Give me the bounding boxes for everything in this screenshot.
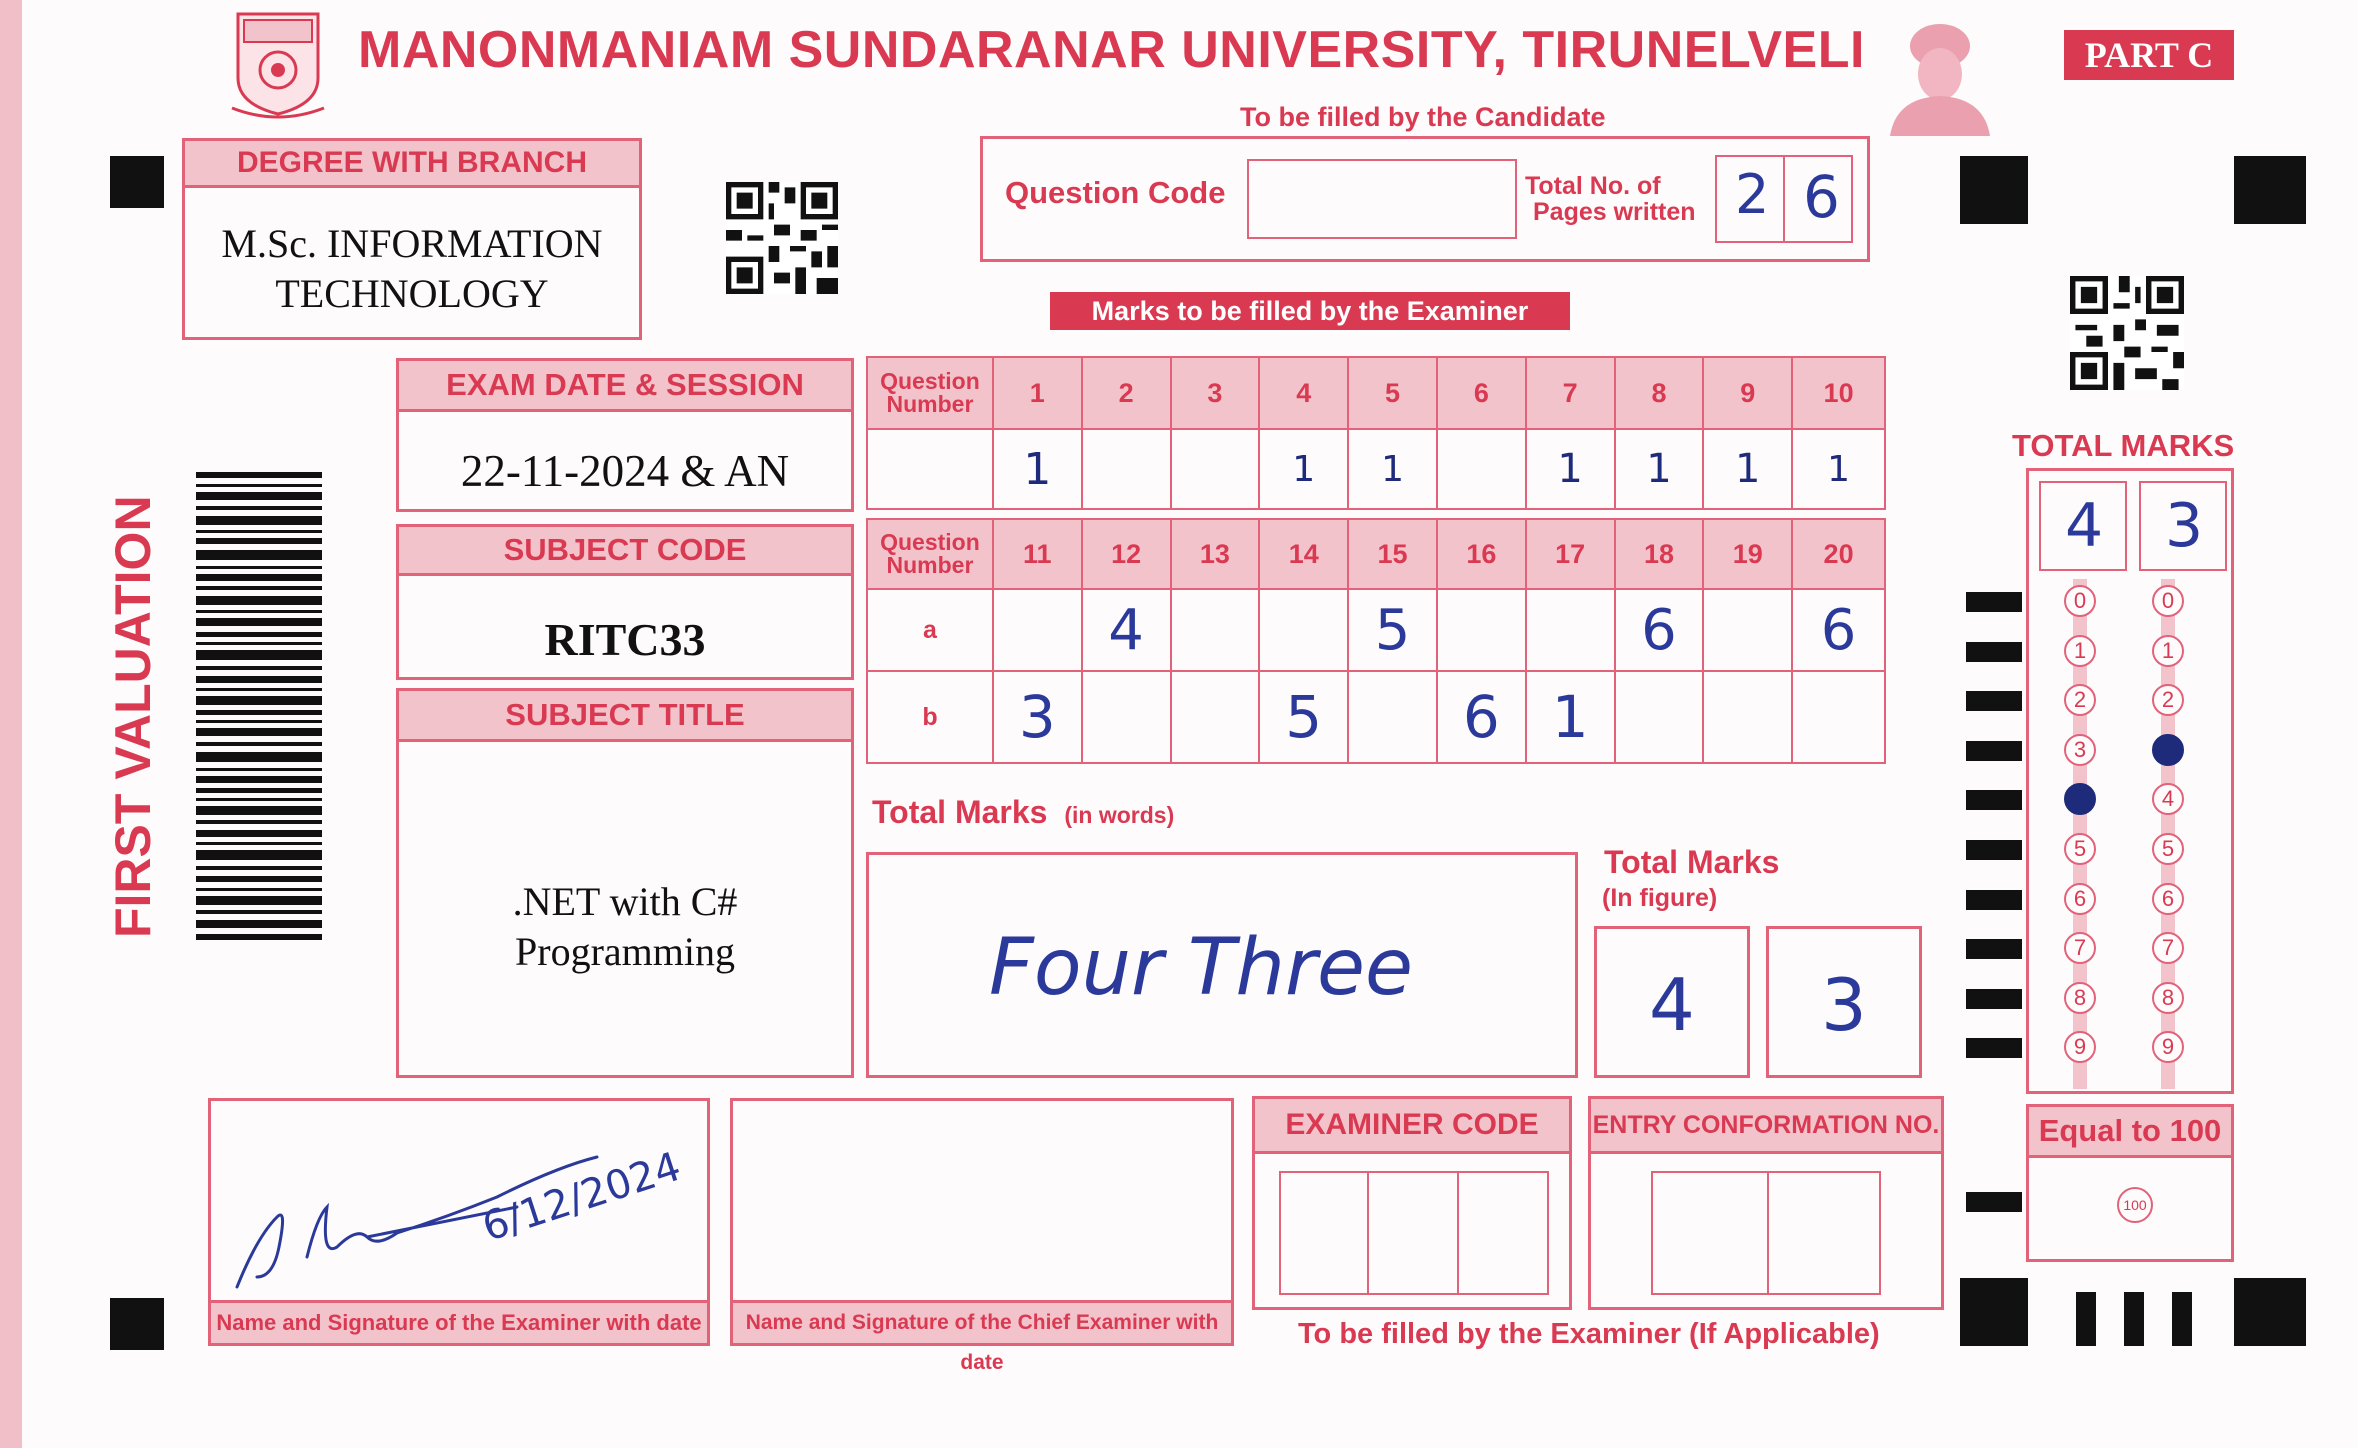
timing-mark xyxy=(1966,840,2022,860)
question-number: 15 xyxy=(1348,519,1437,589)
total-words-box[interactable] xyxy=(866,852,1578,1078)
question-number: 1 xyxy=(993,357,1082,429)
omr-bubble[interactable]: 3 xyxy=(2152,734,2184,766)
total-figure-digit-2: 3 xyxy=(1821,963,1867,1047)
mark-value: 1 xyxy=(1023,443,1052,495)
mark-cell[interactable] xyxy=(1526,671,1615,763)
row-b-label: b xyxy=(867,671,993,763)
entry-conformation-digit-1[interactable] xyxy=(1651,1171,1769,1295)
mark-value: 1 xyxy=(1557,446,1583,492)
timing-mark xyxy=(1966,741,2022,761)
examiner-code-digit-1[interactable] xyxy=(1279,1171,1369,1295)
mark-value: 3 xyxy=(1018,683,1056,751)
timing-mark xyxy=(1966,790,2022,810)
mark-value: 6 xyxy=(1462,683,1500,751)
blank-cell xyxy=(867,429,993,509)
question-number: 3 xyxy=(1171,357,1260,429)
mark-value: 1 xyxy=(1827,448,1851,490)
mark-cell[interactable] xyxy=(1082,589,1171,671)
examiner-code-digit-3[interactable] xyxy=(1457,1171,1549,1295)
examiner-code-label: EXAMINER CODE xyxy=(1255,1099,1569,1154)
question-number: 5 xyxy=(1348,357,1437,429)
side-label: FIRST VALUATION xyxy=(105,495,161,938)
mark-cell[interactable] xyxy=(1348,671,1437,763)
mark-cell[interactable] xyxy=(1259,589,1348,671)
timing-mark xyxy=(1966,1038,2022,1058)
timing-mark xyxy=(2124,1292,2144,1346)
chief-examiner-signature-box[interactable] xyxy=(730,1098,1234,1374)
mark-value: 1 xyxy=(1381,448,1404,490)
question-number: 11 xyxy=(993,519,1082,589)
question-number: 10 xyxy=(1792,357,1885,429)
exam-date-label: EXAM DATE & SESSION xyxy=(399,361,851,412)
question-number: 4 xyxy=(1259,357,1348,429)
omr-total-box xyxy=(2026,468,2234,1094)
omr-digit-2: 3 xyxy=(2165,491,2204,561)
examiner-code-box xyxy=(1252,1096,1572,1310)
mark-cell[interactable] xyxy=(1171,589,1260,671)
subject-code-box xyxy=(396,524,854,680)
timing-mark xyxy=(1966,642,2022,662)
pages-digit-1: 2 xyxy=(1735,163,1770,226)
question-number: 8 xyxy=(1615,357,1704,429)
examiner-note-banner: Marks to be filled by the Examiner xyxy=(1050,292,1570,330)
question-number: 16 xyxy=(1437,519,1526,589)
equal-100-box xyxy=(2026,1104,2234,1262)
mark-value: 5 xyxy=(1374,597,1411,663)
mark-value: 5 xyxy=(1285,683,1323,751)
mark-value: 1 xyxy=(1735,446,1761,492)
footer-note: To be filled by the Examiner (If Applicable) xyxy=(1298,1318,1880,1350)
timing-mark xyxy=(1966,989,2022,1009)
degree-label: DEGREE WITH BRANCH xyxy=(185,141,639,188)
mark-cell[interactable] xyxy=(1082,671,1171,763)
entry-conformation-label: ENTRY CONFORMATION NO. xyxy=(1591,1099,1941,1154)
pages-digit-box-2[interactable] xyxy=(1783,155,1853,243)
candidate-box xyxy=(980,136,1870,262)
registration-mark xyxy=(110,1298,164,1350)
timing-mark xyxy=(1966,1192,2022,1212)
subject-title-label: SUBJECT TITLE xyxy=(399,691,851,742)
portrait-image xyxy=(1880,12,2000,136)
mark-cell[interactable] xyxy=(1526,589,1615,671)
question-number: 9 xyxy=(1703,357,1792,429)
mark-cell[interactable] xyxy=(1703,671,1792,763)
mark-value: 6 xyxy=(1641,597,1677,663)
equal-100-bubble[interactable]: 100 xyxy=(2117,1187,2153,1223)
subject-code-label: SUBJECT CODE xyxy=(399,527,851,576)
timing-mark xyxy=(1966,691,2022,711)
pages-label-2: Pages written xyxy=(1533,198,1696,226)
candidate-note: To be filled by the Candidate xyxy=(1240,102,1606,132)
mark-cell[interactable] xyxy=(1615,589,1704,671)
mark-cell[interactable] xyxy=(1615,671,1704,763)
question-number: 17 xyxy=(1526,519,1615,589)
omr-digit-1: 4 xyxy=(2065,491,2104,561)
qn-label-line-2: Number xyxy=(886,552,974,578)
total-figure-digit-box-2[interactable] xyxy=(1766,926,1922,1078)
timing-mark xyxy=(2076,1292,2096,1346)
equal-100-label: Equal to 100 xyxy=(2029,1107,2231,1158)
question-number: 13 xyxy=(1171,519,1260,589)
total-words-value: Four Three xyxy=(989,923,1414,1013)
qn-label-line-1: Question xyxy=(880,529,980,555)
mark-value: 1 xyxy=(1551,683,1589,751)
registration-mark xyxy=(1960,1278,2028,1346)
timing-mark xyxy=(1966,890,2022,910)
mark-value: 6 xyxy=(1820,597,1857,663)
row-a-label: a xyxy=(867,589,993,671)
question-number: 12 xyxy=(1082,519,1171,589)
omr-bubble[interactable]: 4 xyxy=(2064,783,2096,815)
mark-cell[interactable] xyxy=(1171,429,1260,509)
degree-line-1: M.Sc. INFORMATION xyxy=(221,221,603,266)
subject-title-line-1: .NET with C# xyxy=(512,879,738,924)
question-number: 19 xyxy=(1703,519,1792,589)
mark-value: 4 xyxy=(1108,597,1144,663)
omr-bubble[interactable]: 1 xyxy=(2152,635,2184,667)
degree-line-2: TECHNOLOGY xyxy=(275,271,549,316)
question-number-label xyxy=(867,519,993,589)
omr-bubble[interactable]: 4 xyxy=(2152,783,2184,815)
omr-bubble[interactable]: 5 xyxy=(2064,833,2096,865)
omr-bubble[interactable]: 2 xyxy=(2064,684,2096,716)
question-code-input[interactable] xyxy=(1247,159,1517,239)
question-number: 6 xyxy=(1437,357,1526,429)
qn-label-line-1: Question xyxy=(880,368,980,394)
mark-cell[interactable] xyxy=(1526,429,1615,509)
omr-bubble[interactable]: 1 xyxy=(2064,635,2096,667)
mark-cell[interactable] xyxy=(1792,429,1885,509)
question-number: 18 xyxy=(1615,519,1704,589)
omr-bubble[interactable]: 0 xyxy=(2152,585,2184,617)
omr-bubble[interactable]: 7 xyxy=(2064,932,2096,964)
registration-mark xyxy=(1960,156,2028,224)
mark-cell[interactable] xyxy=(1792,671,1885,763)
pages-label-1: Total No. of xyxy=(1525,172,1661,200)
question-number-row-1 xyxy=(867,357,1885,429)
registration-mark xyxy=(2234,1278,2306,1346)
timing-mark xyxy=(1966,939,2022,959)
total-figure-title: Total Marks xyxy=(1604,844,1780,880)
mark-cell[interactable] xyxy=(1259,671,1348,763)
mark-cell[interactable] xyxy=(993,671,1082,763)
entry-conformation-box xyxy=(1588,1096,1944,1310)
total-figure-sub: (In figure) xyxy=(1602,884,1718,912)
examiner-code-digit-2[interactable] xyxy=(1367,1171,1459,1295)
part-label: PART C xyxy=(2064,30,2234,80)
omr-bubble[interactable]: 6 xyxy=(2064,883,2096,915)
pages-digit-2: 6 xyxy=(1803,163,1840,231)
left-edge-strip xyxy=(0,0,22,1448)
timing-mark xyxy=(2172,1292,2192,1346)
mark-cell[interactable] xyxy=(1615,429,1704,509)
examiner-signature-box[interactable] xyxy=(208,1098,710,1346)
university-logo xyxy=(228,8,328,120)
omr-bubble[interactable]: 6 xyxy=(2152,883,2184,915)
timing-mark xyxy=(1966,592,2022,612)
spacer xyxy=(867,509,1885,519)
total-words-label xyxy=(872,794,1174,831)
question-number: 7 xyxy=(1526,357,1615,429)
mark-cell[interactable] xyxy=(1437,671,1526,763)
mark-cell[interactable] xyxy=(1792,589,1885,671)
omr-bubble[interactable]: 9 xyxy=(2152,1031,2184,1063)
question-number: 14 xyxy=(1259,519,1348,589)
exam-date-value: 22-11-2024 & AN xyxy=(460,446,790,496)
mark-value: 1 xyxy=(1292,448,1316,490)
omr-bubble[interactable]: 2 xyxy=(2152,684,2184,716)
question-number: 20 xyxy=(1792,519,1885,589)
question-number-label xyxy=(867,357,993,429)
omr-bubble[interactable]: 8 xyxy=(2064,982,2096,1014)
exam-date-box xyxy=(396,358,854,512)
omr-bubble[interactable]: 3 xyxy=(2064,734,2096,766)
omr-digit-box-2[interactable] xyxy=(2139,481,2227,571)
registration-mark xyxy=(2234,156,2306,224)
chief-examiner-signature-label: Name and Signature of the Chief Examiner with date xyxy=(733,1300,1231,1343)
subject-code-value: RITC33 xyxy=(544,614,706,665)
qn-label-line-2: Number xyxy=(886,391,974,417)
total-words-title: Total Marks xyxy=(872,794,1048,830)
omr-total-label: TOTAL MARKS xyxy=(2012,428,2235,463)
omr-bubble[interactable]: 7 xyxy=(2152,932,2184,964)
qr-code xyxy=(2070,276,2184,390)
omr-bubble[interactable]: 8 xyxy=(2152,982,2184,1014)
mark-cell[interactable] xyxy=(1703,589,1792,671)
registration-mark xyxy=(110,156,164,208)
qr-code xyxy=(726,182,838,294)
examiner-signature-date: 6/12/2024 xyxy=(477,1143,687,1251)
pages-digit-box-1[interactable] xyxy=(1715,155,1785,243)
mark-cell[interactable] xyxy=(1703,429,1792,509)
subject-title-line-2: Programming xyxy=(515,929,735,974)
mark-cell[interactable] xyxy=(1437,429,1526,509)
question-code-label: Question Code xyxy=(1005,175,1226,210)
mark-cell[interactable] xyxy=(993,589,1082,671)
marks-row-b xyxy=(867,671,1885,763)
omr-bubble[interactable]: 5 xyxy=(2152,833,2184,865)
mark-cell[interactable] xyxy=(993,429,1082,509)
total-figure-digit-1: 4 xyxy=(1649,963,1695,1047)
omr-digit-box-1[interactable] xyxy=(2039,481,2127,571)
question-number: 2 xyxy=(1082,357,1171,429)
question-number-row-2 xyxy=(867,519,1885,589)
mark-cell[interactable] xyxy=(1348,429,1437,509)
mark-cell[interactable] xyxy=(1171,671,1260,763)
examiner-signature-label: Name and Signature of the Examiner with date xyxy=(211,1300,707,1343)
degree-box xyxy=(182,138,642,340)
marks-table xyxy=(866,356,1886,764)
omr-bubble[interactable]: 9 xyxy=(2064,1031,2096,1063)
barcode xyxy=(196,472,322,942)
university-title: MANONMANIAM SUNDARANAR UNIVERSITY, TIRUNELVELI xyxy=(358,21,1865,79)
mark-cell[interactable] xyxy=(1082,429,1171,509)
total-words-sub: (in words) xyxy=(1064,802,1175,828)
omr-bubble[interactable]: 0 xyxy=(2064,585,2096,617)
total-figure-digit-box-1[interactable] xyxy=(1594,926,1750,1078)
marks-row-1 xyxy=(867,429,1885,509)
mark-cell[interactable] xyxy=(1437,589,1526,671)
marks-row-a xyxy=(867,589,1885,671)
entry-conformation-digit-2[interactable] xyxy=(1767,1171,1881,1295)
subject-title-box xyxy=(396,688,854,1078)
mark-cell[interactable] xyxy=(1348,589,1437,671)
mark-cell[interactable] xyxy=(1259,429,1348,509)
mark-value: 1 xyxy=(1646,446,1672,492)
